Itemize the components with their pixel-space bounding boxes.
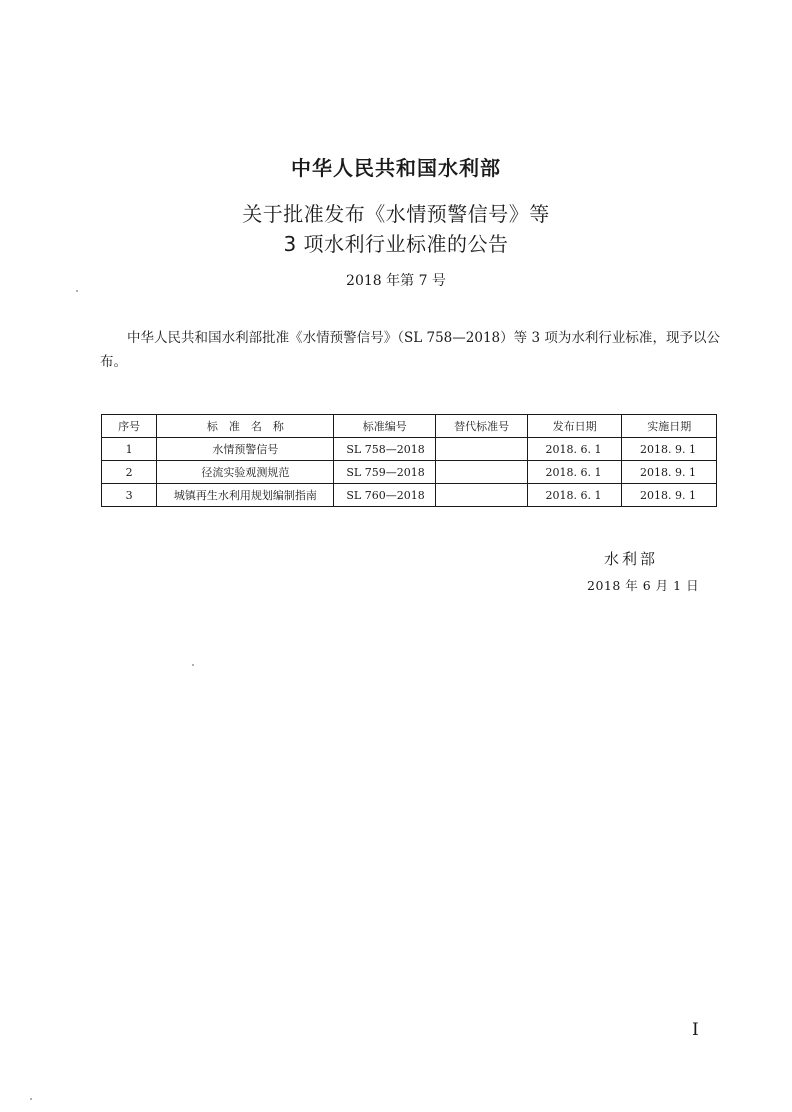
cell-code: SL 759—2018 — [334, 461, 436, 484]
page-number: I — [692, 1020, 699, 1040]
table-header-row — [102, 415, 717, 438]
header-effective: 实施日期 — [622, 415, 717, 438]
header-published: 发布日期 — [527, 415, 622, 438]
announcement-title-line-2: 3 项水利行业标准的公告 — [283, 232, 509, 256]
cell-published: 2018. 6. 1 — [527, 484, 622, 507]
cell-name: 径流实验观测规范 — [157, 461, 334, 484]
cell-name: 水情预警信号 — [157, 438, 334, 461]
signing-date: 2018 年 6 月 1 日 — [587, 578, 700, 593]
cell-no: 2 — [102, 461, 157, 484]
issue-number: 2018 年第 7 号 — [346, 273, 446, 289]
scan-speck — [30, 1098, 32, 1100]
ministry-name: 中华人民共和国水利部 — [291, 156, 501, 180]
cell-replaced — [436, 484, 528, 507]
cell-code: SL 758—2018 — [334, 438, 436, 461]
signing-organization: 水利部 — [604, 550, 659, 568]
cell-effective: 2018. 9. 1 — [622, 461, 717, 484]
table-row — [102, 461, 717, 484]
cell-code: SL 760—2018 — [334, 484, 436, 507]
cell-name: 城镇再生水利用规划编制指南 — [157, 484, 334, 507]
table-row — [102, 484, 717, 507]
announcement-title-line-1: 关于批准发布《水情预警信号》等 — [242, 202, 550, 226]
cell-no: 1 — [102, 438, 157, 461]
cell-effective: 2018. 9. 1 — [622, 484, 717, 507]
standards-table — [101, 414, 717, 507]
cell-published: 2018. 6. 1 — [527, 438, 622, 461]
header-no: 序号 — [102, 415, 157, 438]
cell-published: 2018. 6. 1 — [527, 461, 622, 484]
table-row — [102, 438, 717, 461]
header-code: 标准编号 — [334, 415, 436, 438]
announcement-paragraph: 中华人民共和国水利部批准《水情预警信号》（SL 758—2018）等 3 项为水利行业标准，现予以公布。 — [100, 330, 720, 370]
cell-replaced — [436, 438, 528, 461]
scan-speck — [76, 290, 78, 292]
cell-no: 3 — [102, 484, 157, 507]
header-name: 标 准 名 称 — [157, 415, 334, 438]
cell-replaced — [436, 461, 528, 484]
scan-speck — [192, 664, 194, 666]
cell-effective: 2018. 9. 1 — [622, 438, 717, 461]
header-replaced: 替代标准号 — [436, 415, 528, 438]
